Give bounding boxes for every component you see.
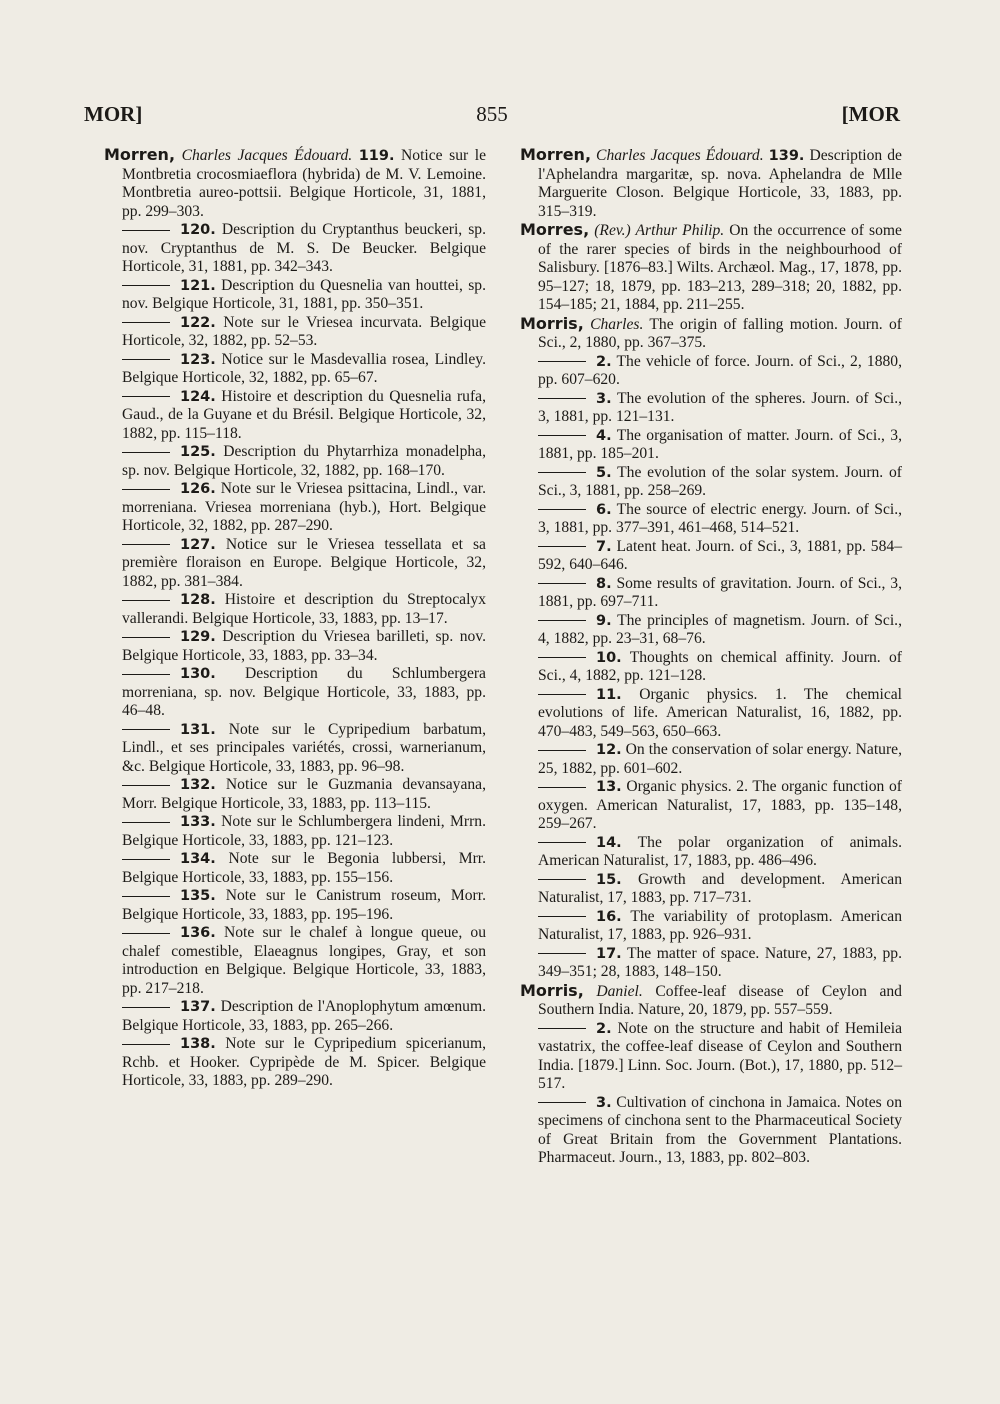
entry-text: Organic physics. 2. The organic function of oxygen. American Naturalist, 17, 1883, pp. 135–148, 259–267. bbox=[538, 778, 902, 832]
entry-text: Notice sur le Masdevallia rosea, Lindley. Belgique Horticole, 32, 1882, pp. 65–67. bbox=[122, 350, 486, 386]
ditto-dash bbox=[122, 674, 170, 675]
entry-text: On the occurrence of some of the rarer species of birds in the neighbourhood of Salisbury. [1876–83.] Wilts. Archæol. Mag., 17, 1878, pp. 95–127; 18, 1879, pp. 183–213, 289–318; 20, 1882, pp. 154–185; 21, 1884, pp. 211–255. bbox=[538, 222, 902, 313]
author-given-name: (Rev.) Arthur Philip. bbox=[594, 222, 725, 239]
bibliography-entry bbox=[520, 741, 902, 778]
bibliography-entry bbox=[104, 480, 486, 536]
entry-number: 8. bbox=[596, 575, 612, 592]
bibliography-entry bbox=[104, 665, 486, 721]
ditto-dash bbox=[538, 398, 586, 399]
ditto-dash bbox=[122, 452, 170, 453]
ditto-dash bbox=[122, 230, 170, 231]
entry-text: Description de l'Anoplophytum amœnum. Belgique Horticole, 33, 1883, pp. 265–266. bbox=[122, 998, 486, 1034]
bibliography-entry bbox=[520, 464, 902, 501]
bibliography-entry bbox=[104, 536, 486, 592]
entry-text: Notice sur le Montbretia crocosmiaeflora (hybrida) de M. V. Lemoine. Montbretia aureo-pottsii. Belgique Horticole, 31, 1881, pp. 299–303. bbox=[122, 147, 486, 220]
entry-number: 2. bbox=[596, 1020, 612, 1037]
entry-number: 15. bbox=[596, 871, 622, 888]
author-surname: Morris, bbox=[520, 980, 584, 1000]
running-head-right: [MOR bbox=[841, 102, 900, 126]
author-surname: Morres, bbox=[520, 220, 590, 239]
ditto-dash bbox=[538, 916, 586, 917]
bibliography-entry bbox=[520, 575, 902, 612]
ditto-dash bbox=[122, 859, 170, 860]
entry-number: 3. bbox=[596, 1094, 612, 1111]
bibliography-entry bbox=[520, 1094, 902, 1168]
ditto-dash bbox=[538, 657, 586, 658]
entry-text: Some results of gravitation. Journ. of Sci., 3, 1881, pp. 697–711. bbox=[538, 574, 902, 610]
entry-number: 7. bbox=[596, 538, 612, 555]
ditto-dash bbox=[538, 361, 586, 362]
bibliography-entry bbox=[104, 221, 486, 277]
entry-text: Growth and development. American Naturalist, 17, 1883, pp. 717–731. bbox=[538, 870, 902, 906]
entry-text: The source of electric energy. Journ. of Sci., 3, 1881, pp. 377–391, 461–468, 514–521. bbox=[538, 500, 902, 536]
entry-number: 139. bbox=[768, 148, 805, 164]
entry-number: 11. bbox=[596, 686, 622, 703]
ditto-dash bbox=[122, 896, 170, 897]
ditto-dash bbox=[122, 1007, 170, 1008]
ditto-dash bbox=[538, 472, 586, 473]
entry-number: 12. bbox=[596, 742, 622, 758]
entry-text: Description du Cryptanthus beuckeri, sp. nov. Cryptanthus de M. S. De Beucker. Belgique Horticole, 31, 1881, pp. 342–343. bbox=[122, 221, 486, 275]
ditto-dash bbox=[538, 1102, 586, 1103]
entry-text: Note sur le Begonia lubbersi, Mrr. Belgique Horticole, 33, 1883, pp. 155–156. bbox=[122, 850, 486, 886]
entry-text: Cultivation of cinchona in Jamaica. Notes on specimens of cinchona sent to the Pharmaceutical Society of Great Britain from the Government Plantations. Pharmaceut. Journ., 13, 1883, pp. 802–803. bbox=[538, 1093, 902, 1166]
entry-number: 120. bbox=[180, 222, 216, 238]
entry-number: 122. bbox=[180, 314, 216, 331]
entry-number: 14. bbox=[596, 834, 622, 851]
bibliography-entry bbox=[520, 649, 902, 686]
ditto-dash bbox=[122, 1044, 170, 1045]
entry-text: Note sur le Vriesea psittacina, Lindl., var. morreniana. Vriesea morreniana (hyb.), Hort. Belgique Horticole, 32, 1882, pp. 287–290. bbox=[122, 480, 486, 534]
author-surname: Morren, bbox=[104, 145, 176, 164]
running-head bbox=[84, 100, 900, 130]
entry-number: 16. bbox=[596, 908, 622, 925]
entry-number: 2. bbox=[596, 353, 612, 370]
ditto-dash bbox=[538, 620, 586, 621]
entry-number: 135. bbox=[180, 888, 216, 904]
entry-text: On the conservation of solar energy. Nature, 25, 1882, pp. 601–602. bbox=[538, 741, 902, 777]
ditto-dash bbox=[538, 583, 586, 584]
ditto-dash bbox=[538, 509, 586, 510]
bibliography-entry bbox=[104, 887, 486, 924]
bibliography-entry-author bbox=[520, 221, 902, 315]
bibliography-entry bbox=[520, 427, 902, 464]
ditto-dash bbox=[122, 285, 170, 286]
bibliography-entry bbox=[520, 871, 902, 908]
entry-number: 137. bbox=[180, 999, 216, 1015]
bibliography-entry bbox=[104, 850, 486, 887]
bibliography-entry bbox=[520, 945, 902, 982]
ditto-dash bbox=[538, 435, 586, 436]
entry-text: Histoire et description du Streptocalyx vallerandi. Belgique Horticole, 33, 1883, pp. 13–17. bbox=[122, 591, 486, 627]
author-given-name: Charles Jacques Édouard. bbox=[181, 147, 353, 164]
bibliography-entry bbox=[104, 776, 486, 813]
ditto-dash bbox=[538, 1028, 586, 1029]
entry-text: Notice sur le Guzmania devansayana, Morr. Belgique Horticole, 33, 1883, pp. 113–115. bbox=[122, 776, 486, 812]
bibliography-entry bbox=[520, 501, 902, 538]
entry-text: Note sur le Canistrum roseum, Morr. Belgique Horticole, 33, 1883, pp. 195–196. bbox=[122, 887, 486, 923]
bibliography-entry bbox=[104, 924, 486, 998]
bibliography-entry-author bbox=[520, 315, 902, 353]
entry-number: 6. bbox=[596, 501, 612, 518]
bibliography-entry bbox=[104, 1035, 486, 1091]
entry-text: The vehicle of force. Journ. of Sci., 2, 1880, pp. 607–620. bbox=[538, 352, 902, 388]
bibliography-entry bbox=[104, 628, 486, 665]
entry-text: Description du Phytarrhiza monadelpha, sp. nov. Belgique Horticole, 32, 1882, pp. 168–170. bbox=[122, 443, 486, 479]
bibliography-entry bbox=[104, 388, 486, 444]
entry-text: Description du Vriesea barilleti, sp. nov. Belgique Horticole, 33, 1883, pp. 33–34. bbox=[122, 628, 487, 664]
entry-text: The variability of protoplasm. American Naturalist, 17, 1883, pp. 926–931. bbox=[538, 907, 902, 943]
bibliography-entry bbox=[104, 314, 486, 351]
ditto-dash bbox=[538, 694, 586, 695]
entry-text: Note sur le Cypripedium spicerianum, Rchb. et Hooker. Cypripède de M. Spicer. Belgique Horticole, 33, 1883, pp. 289–290. bbox=[122, 1035, 486, 1089]
ditto-dash bbox=[538, 750, 586, 751]
ditto-dash bbox=[122, 322, 170, 323]
entry-text: Description du Schlumbergera morreniana, sp. nov. Belgique Horticole, 33, 1883, pp. 46–48. bbox=[122, 665, 486, 719]
bibliography-entry bbox=[520, 686, 902, 742]
entry-number: 131. bbox=[180, 721, 216, 738]
ditto-dash bbox=[122, 637, 170, 638]
entry-text: Description du Quesnelia van houttei, sp. nov. Belgique Horticole, 31, 1881, pp. 350–351. bbox=[122, 276, 486, 312]
entry-number: 121. bbox=[180, 277, 216, 294]
ditto-dash bbox=[538, 546, 586, 547]
entry-number: 126. bbox=[180, 481, 216, 497]
ditto-dash bbox=[122, 933, 170, 934]
entry-number: 119. bbox=[358, 148, 395, 164]
entry-text: The evolution of the solar system. Journ. of Sci., 3, 1881, pp. 258–269. bbox=[538, 463, 902, 499]
ditto-dash bbox=[122, 729, 170, 730]
entry-text: Note sur le Schlumbergera lindeni, Mrrn. Belgique Horticole, 33, 1883, pp. 121–123. bbox=[122, 813, 486, 849]
bibliography-entry bbox=[520, 834, 902, 871]
author-given-name: Charles Jacques Édouard. bbox=[596, 147, 764, 164]
bibliography-entry bbox=[104, 591, 486, 628]
bibliography-entry-author bbox=[520, 146, 902, 221]
entry-number: 129. bbox=[180, 629, 216, 645]
entry-number: 133. bbox=[180, 814, 216, 830]
entry-number: 128. bbox=[180, 592, 216, 608]
ditto-dash bbox=[538, 842, 586, 843]
ditto-dash bbox=[122, 489, 170, 490]
entry-text: Histoire et description du Quesnelia rufa, Gaud., de la Guyane et du Brésil. Belgique Horticole, 32, 1882, pp. 115–118. bbox=[122, 387, 486, 442]
author-surname: Morris, bbox=[520, 313, 584, 333]
entry-text: Description de l'Aphelandra margaritæ, sp. nova. Aphelandra de Mlle Marguerite Closon. Belgique Horticole, 33, 1883, pp. 315–319. bbox=[538, 147, 902, 220]
running-head-left: MOR] bbox=[84, 102, 143, 126]
entry-number: 130. bbox=[180, 666, 216, 682]
ditto-dash bbox=[122, 822, 170, 823]
author-given-name: Daniel. bbox=[596, 982, 643, 1000]
entry-text: Organic physics. 1. The chemical evolutions of life. American Naturalist, 16, 1882, pp. 470–483, 549–563, 650–663. bbox=[538, 685, 902, 740]
entry-text: Note sur le Vriesea incurvata. Belgique Horticole, 32, 1882, pp. 52–53. bbox=[122, 313, 486, 349]
bibliography-entry bbox=[520, 612, 902, 649]
entry-number: 123. bbox=[180, 351, 216, 368]
bibliography-entry bbox=[520, 538, 902, 575]
bibliography-entry bbox=[104, 443, 486, 480]
entry-text: The matter of space. Nature, 27, 1883, pp. 349–351; 28, 1883, 148–150. bbox=[538, 944, 902, 980]
entry-number: 127. bbox=[180, 536, 216, 553]
ditto-dash bbox=[122, 544, 170, 545]
bibliography-entry bbox=[520, 908, 902, 945]
entry-text: Note sur le chalef à longue queue, ou chalef comestible, Elaeagnus longipes, Gray, et son introduction en Belgique. Belgique Horticole, 33, 1883, pp. 217–218. bbox=[122, 924, 486, 997]
ditto-dash bbox=[538, 879, 586, 880]
entry-text: Coffee-leaf disease of Ceylon and Southern India. Nature, 20, 1879, pp. 557–559. bbox=[538, 982, 902, 1018]
entry-number: 4. bbox=[596, 427, 612, 444]
bibliography-entry bbox=[520, 778, 902, 834]
entry-text: The polar organization of animals. American Naturalist, 17, 1883, pp. 486–496. bbox=[538, 833, 902, 869]
entry-text: The organisation of matter. Journ. of Sci., 3, 1881, pp. 185–201. bbox=[538, 426, 902, 462]
entry-number: 125. bbox=[180, 444, 216, 460]
bibliography-entry bbox=[520, 1020, 902, 1094]
entry-number: 10. bbox=[596, 649, 622, 666]
bibliography-entry bbox=[520, 353, 902, 390]
page-number: 855 bbox=[476, 102, 508, 126]
bibliography-entry bbox=[520, 390, 902, 427]
entry-text: Note on the structure and habit of Hemileia vastatrix, the coffee-leaf disease of Ceylon and Southern India. [1879.] Linn. Soc. Journ. (Bot.), 17, 1880, pp. 512–517. bbox=[538, 1019, 903, 1092]
entry-number: 5. bbox=[596, 464, 612, 481]
entry-text: Note sur le Cypripedium barbatum, Lindl., et ses principales variétés, crossi, warnerianum, &c. Belgique Horticole, 33, 1883, pp. 96–98. bbox=[122, 720, 486, 775]
entry-number: 132. bbox=[180, 777, 216, 793]
ditto-dash bbox=[122, 785, 170, 786]
entry-number: 138. bbox=[180, 1036, 216, 1052]
right-column bbox=[520, 146, 902, 1168]
ditto-dash bbox=[122, 396, 170, 397]
bibliography-entry-author bbox=[104, 146, 486, 221]
entry-number: 17. bbox=[596, 945, 622, 962]
author-given-name: Charles. bbox=[590, 315, 644, 333]
entry-text: Thoughts on chemical affinity. Journ. of Sci., 4, 1882, pp. 121–128. bbox=[538, 648, 902, 684]
author-surname: Morren, bbox=[520, 145, 592, 164]
entry-text: Latent heat. Journ. of Sci., 3, 1881, pp. 584–592, 640–646. bbox=[538, 537, 902, 573]
entry-number: 3. bbox=[596, 390, 612, 407]
ditto-dash bbox=[122, 600, 170, 601]
bibliography-entry bbox=[104, 813, 486, 850]
bibliography-entry bbox=[104, 351, 486, 388]
bibliography-entry-author bbox=[520, 982, 902, 1020]
entry-text: Notice sur le Vriesea tessellata et sa première floraison en Europe. Belgique Horticole, 32, 1882, pp. 381–384. bbox=[122, 535, 486, 590]
ditto-dash bbox=[122, 359, 170, 360]
entry-number: 136. bbox=[180, 925, 216, 941]
entry-text: The principles of magnetism. Journ. of Sci., 4, 1882, pp. 23–31, 68–76. bbox=[538, 611, 902, 647]
left-column bbox=[104, 146, 486, 1091]
bibliography-entry bbox=[104, 721, 486, 777]
entry-text: The origin of falling motion. Journ. of Sci., 2, 1880, pp. 367–375. bbox=[538, 315, 902, 351]
entry-number: 13. bbox=[596, 779, 622, 795]
entry-text: The evolution of the spheres. Journ. of Sci., 3, 1881, pp. 121–131. bbox=[538, 389, 902, 425]
entry-number: 124. bbox=[180, 388, 216, 405]
ditto-dash bbox=[538, 953, 586, 954]
bibliography-entry bbox=[104, 277, 486, 314]
ditto-dash bbox=[538, 787, 586, 788]
entry-number: 134. bbox=[180, 851, 216, 867]
entry-number: 9. bbox=[596, 612, 612, 629]
bibliography-entry bbox=[104, 998, 486, 1035]
